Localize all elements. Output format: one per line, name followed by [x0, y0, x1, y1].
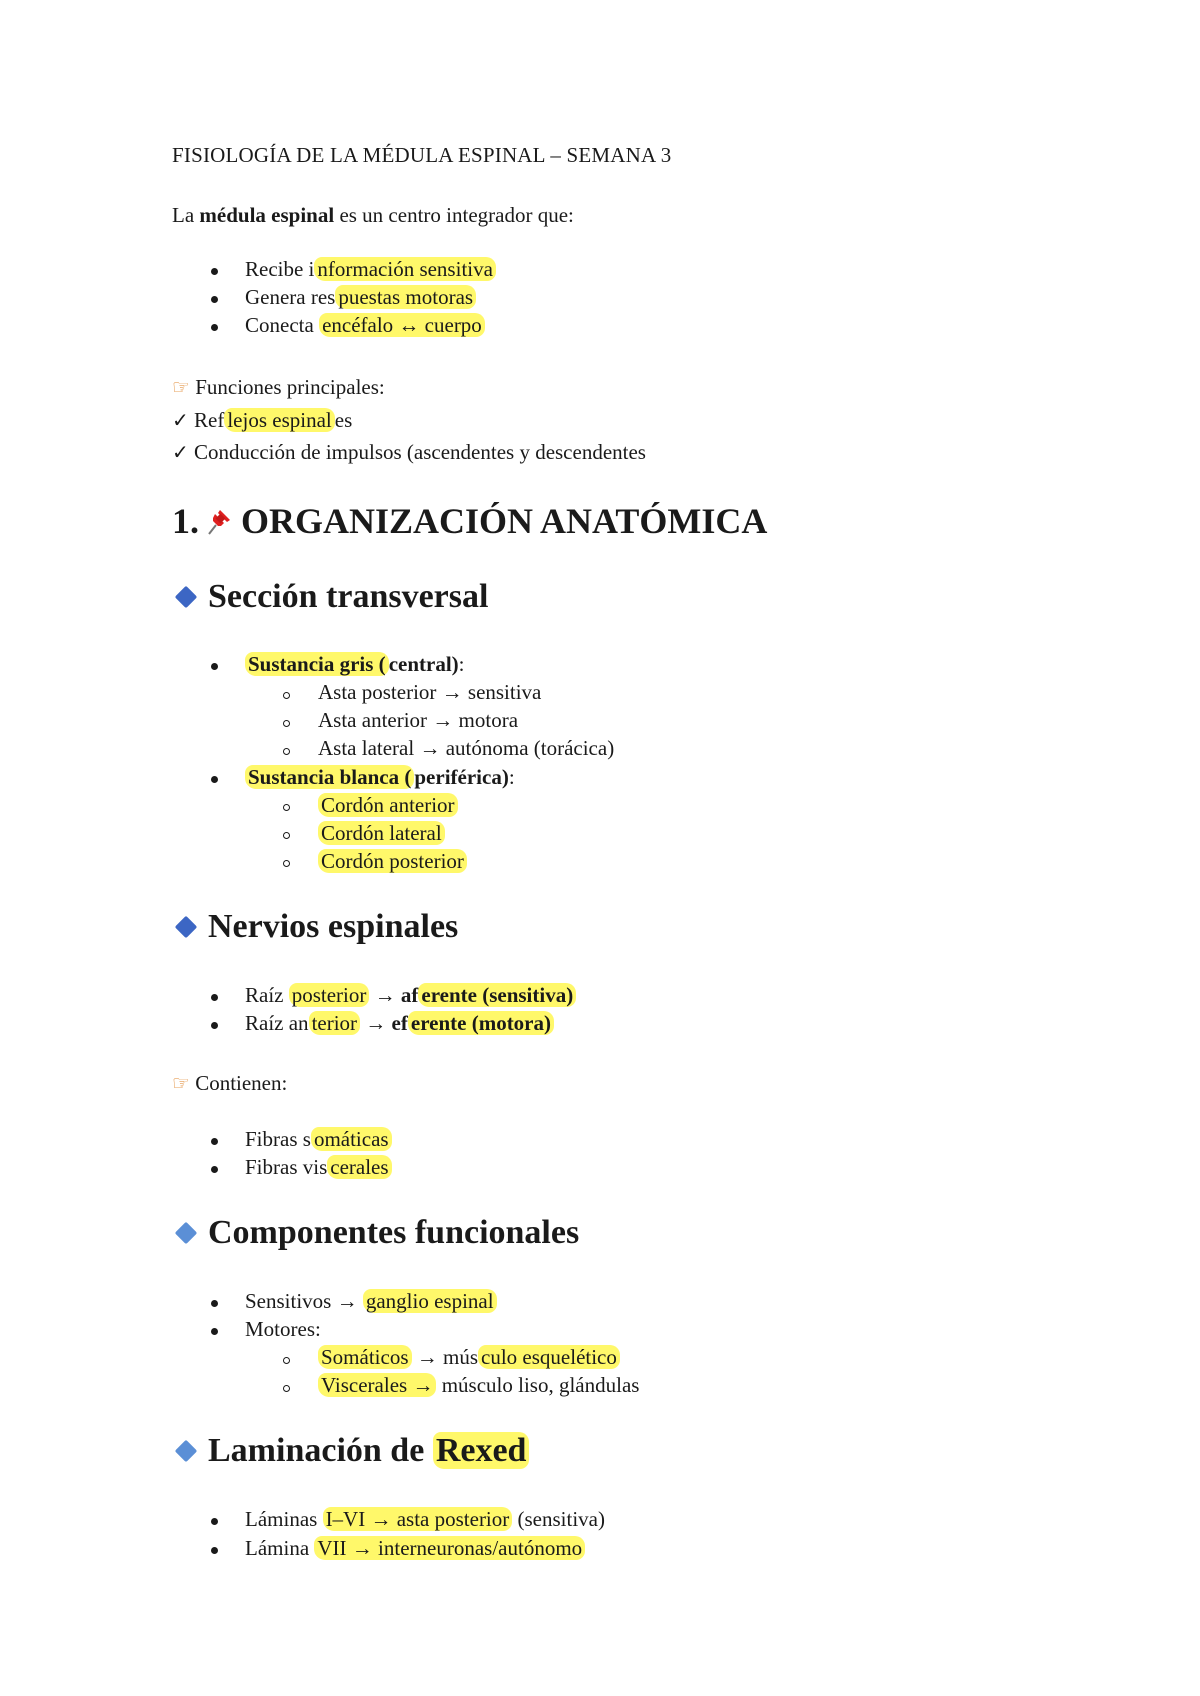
subsection-heading: Laminación de Rexed	[172, 1432, 529, 1470]
list-item: Raíz an terior → ef erente (motora)	[245, 1011, 554, 1036]
bullet	[211, 1300, 218, 1307]
diamond-icon	[175, 586, 198, 609]
list-item: Fibras vis cerales	[245, 1155, 392, 1180]
intro-bold: médula espinal	[199, 203, 335, 227]
sub-list-item: Cordón lateral	[318, 821, 445, 846]
list-item: Recibe i nformación sensitiva	[245, 257, 496, 282]
bullet	[211, 1547, 218, 1554]
list-item: Conecta encéfalo ↔ cuerpo	[245, 313, 485, 338]
list-item: Sustancia blanca ( periférica):	[245, 765, 515, 790]
diamond-icon	[175, 916, 198, 939]
bullet	[211, 1022, 218, 1029]
sub-list-item: Asta posterior → sensitiva	[318, 680, 542, 704]
section-heading: 1. ORGANIZACIÓN ANATÓMICA	[172, 501, 768, 541]
pointing-hand-icon: ☞	[172, 1071, 190, 1095]
bullet	[211, 776, 218, 783]
list-item: Raíz posterior → af erente (sensitiva)	[245, 983, 576, 1008]
pushpin-icon	[203, 507, 233, 537]
sub-bullet	[283, 692, 290, 699]
intro-paragraph	[172, 203, 574, 228]
list-item: Genera res puestas motoras	[245, 285, 476, 310]
bullet	[211, 1138, 218, 1145]
sub-list-item: Viscerales → músculo liso, glándulas	[318, 1373, 639, 1398]
contienen-label: ☞ Contienen:	[172, 1071, 288, 1095]
list-item: Lámina VII → interneuronas/autónomo	[245, 1536, 585, 1561]
list-item: Sensitivos → ganglio espinal	[245, 1289, 497, 1314]
list-item: Sustancia gris ( central):	[245, 652, 465, 677]
sub-bullet	[283, 860, 290, 867]
subsection-heading: Componentes funcionales	[172, 1214, 579, 1252]
subsection-heading: Nervios espinales	[172, 908, 458, 946]
bullet	[211, 1328, 218, 1335]
function-item: ✓ Conducción de impulsos (ascendentes y descendentes	[172, 440, 646, 464]
sub-list-item: Asta anterior → motora	[318, 708, 519, 732]
sub-list-item: Asta lateral → autónoma (torácica)	[318, 736, 615, 760]
sub-bullet	[283, 748, 290, 755]
diamond-icon	[175, 1222, 198, 1245]
intro-suffix: es un centro integrador que:	[334, 203, 574, 227]
bullet	[211, 324, 218, 331]
sub-bullet	[283, 832, 290, 839]
subsection-heading: Sección transversal	[172, 578, 488, 616]
functions-label: ☞ Funciones principales:	[172, 375, 385, 399]
list-item: Láminas I–VI → asta posterior (sensitiva)	[245, 1507, 605, 1531]
sub-list-item: Somáticos → mús culo esquelético	[318, 1345, 620, 1370]
check-icon: ✓	[172, 408, 189, 432]
check-icon: ✓	[172, 440, 189, 464]
list-item: Motores:	[245, 1317, 321, 1341]
sub-bullet	[283, 1357, 290, 1364]
document-title: FISIOLOGÍA DE LA MÉDULA ESPINAL – SEMANA 3	[172, 143, 672, 167]
bullet	[211, 268, 218, 275]
diamond-icon	[175, 1440, 198, 1463]
sub-bullet	[283, 1385, 290, 1392]
bullet	[211, 1166, 218, 1173]
bullet	[211, 1518, 218, 1525]
sub-list-item: Cordón posterior	[318, 849, 467, 874]
pointing-hand-icon: ☞	[172, 375, 190, 399]
sub-bullet	[283, 720, 290, 727]
intro-prefix: La	[172, 203, 200, 227]
bullet	[211, 994, 218, 1001]
bullet	[211, 663, 218, 670]
sub-bullet	[283, 804, 290, 811]
bullet	[211, 296, 218, 303]
sub-list-item: Cordón anterior	[318, 793, 458, 818]
list-item: Fibras s omáticas	[245, 1127, 392, 1152]
function-item: ✓ Ref lejos espinal es	[172, 408, 353, 432]
